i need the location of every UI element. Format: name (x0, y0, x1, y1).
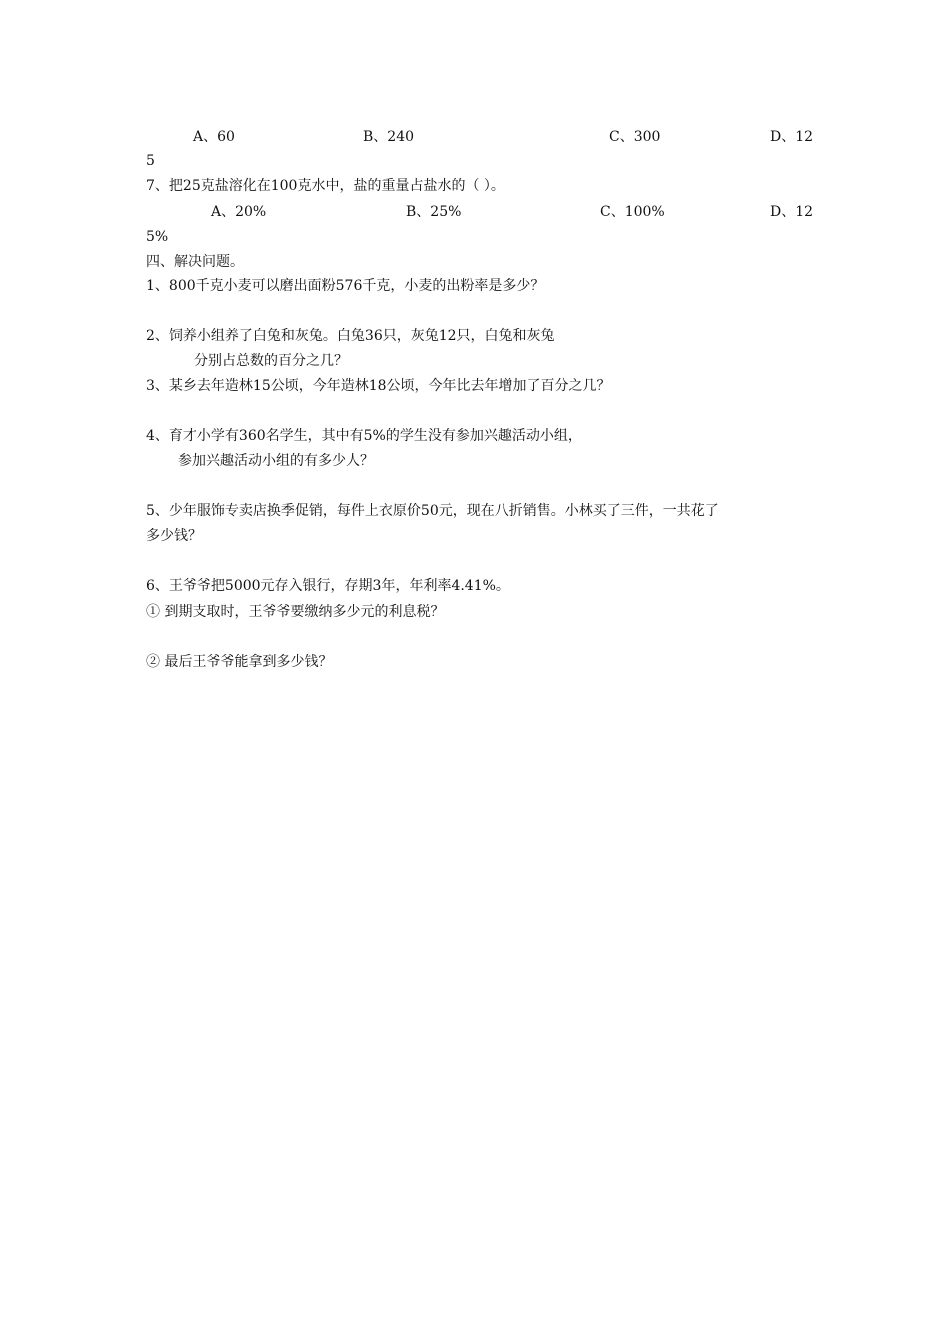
q7-stem: 7、把25克盐溶化在100克水中，盐的重量占盐水的（ ）。 (146, 178, 505, 194)
problem-1: 1、800千克小麦可以磨出面粉576千克，小麦的出粉率是多少？ (146, 278, 545, 294)
q6-option-a: A、60 (193, 129, 235, 145)
q7-option-b: B、25% (406, 204, 462, 220)
q6-option-d: D、12 (770, 129, 814, 145)
problem-2-line2: 分别占总数的百分之几？ (194, 353, 348, 369)
problem-3: 3、某乡去年造林15公顷，今年造林18公顷，今年比去年增加了百分之几？ (146, 378, 611, 394)
q6-option-d-wrap: 5 (146, 153, 155, 169)
problem-5-line1: 5、少年服饰专卖店换季促销，每件上衣原价50元，现在八折销售。小林买了三件，一共花了 (146, 503, 719, 519)
problem-2-line1: 2、饲养小组养了白兔和灰兔。白兔36只，灰兔12只，白兔和灰兔 (146, 328, 555, 344)
q7-option-a: A、20% (211, 204, 267, 220)
q6-option-c: C、300 (609, 129, 661, 145)
problem-6-sub1: ① 到期支取时，王爷爷要缴纳多少元的利息税？ (146, 604, 445, 620)
q7-option-d-wrap: 5% (146, 229, 169, 245)
q7-option-d: D、12 (770, 204, 814, 220)
problem-4-line1: 4、育才小学有360名学生，其中有5%的学生没有参加兴趣活动小组， (146, 428, 582, 444)
problem-5-line2: 多少钱？ (146, 528, 202, 544)
problem-4-line2: 参加兴趣活动小组的有多少人？ (178, 453, 374, 469)
q6-option-b: B、240 (363, 129, 415, 145)
problem-6: 6、王爷爷把5000元存入银行，存期3年，年利率4.41%。 (146, 578, 510, 594)
q7-option-c: C、100% (600, 204, 665, 220)
section-heading: 四、解决问题。 (146, 254, 244, 270)
problem-6-sub2: ② 最后王爷爷能拿到多少钱？ (146, 654, 333, 670)
